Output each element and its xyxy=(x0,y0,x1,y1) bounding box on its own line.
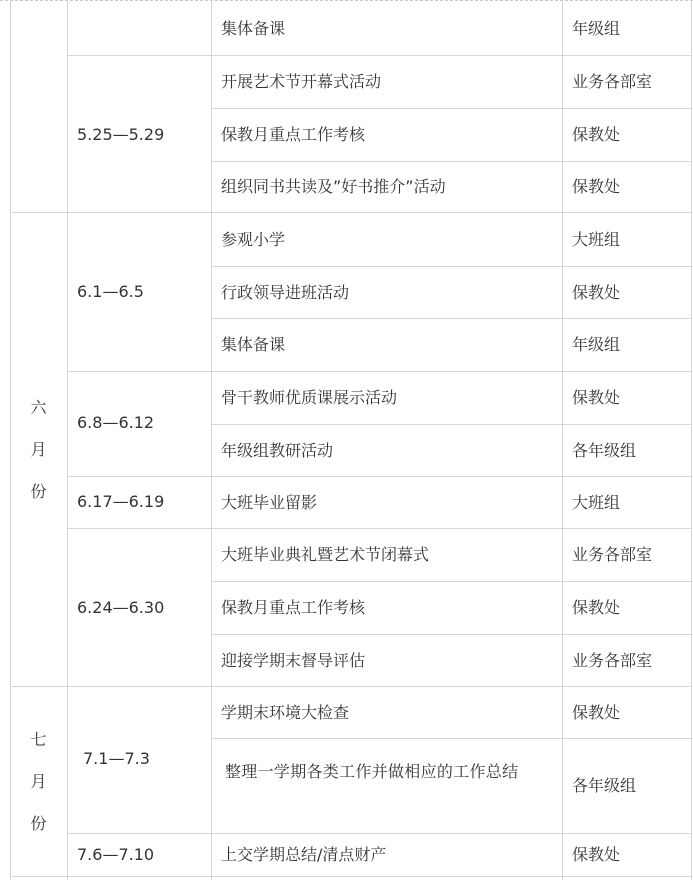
owner-cell: 年级组 xyxy=(572,19,621,38)
top-dashed-edge xyxy=(0,0,693,1)
month-char: 份 xyxy=(30,481,47,501)
task-cell: 参观小学 xyxy=(221,229,286,249)
month-label-june xyxy=(10,213,67,686)
date-range: 7.1—7.3 xyxy=(83,749,150,768)
grid-line xyxy=(562,0,563,880)
month-divider xyxy=(10,876,692,877)
task-cell: 大班毕业留影 xyxy=(221,492,318,512)
task-cell: 组织同书共读及”好书推介”活动 xyxy=(221,177,446,196)
date-range: 6.24—6.30 xyxy=(77,597,165,617)
task-cell: 上交学期总结/清点财产 xyxy=(221,845,387,864)
date-range: 7.6—7.10 xyxy=(77,845,155,864)
task-cell: 开展艺术节开幕式活动 xyxy=(221,72,382,91)
grid-line xyxy=(691,0,692,880)
owner-cell: 保教处 xyxy=(572,598,621,617)
task-cell: 保教月重点工作考核 xyxy=(221,598,366,617)
task-cell: 整理一学期各类工作并做相应的工作总结 xyxy=(225,762,519,781)
owner-cell: 保教处 xyxy=(572,282,621,302)
owner-cell: 保教处 xyxy=(572,845,621,864)
owner-cell: 保教处 xyxy=(572,177,621,196)
task-cell: 迎接学期末督导评估 xyxy=(221,650,366,670)
month-char: 份 xyxy=(30,813,47,833)
owner-cell: 各年级组 xyxy=(572,440,637,460)
owner-cell: 保教处 xyxy=(572,125,621,144)
date-range: 6.1—6.5 xyxy=(77,282,144,301)
owner-cell: 年级组 xyxy=(572,335,621,354)
owner-cell: 保教处 xyxy=(572,702,621,722)
task-cell: 学期末环境大检查 xyxy=(221,702,350,722)
owner-cell: 保教处 xyxy=(572,388,621,407)
task-cell: 大班毕业典礼暨艺术节闭幕式 xyxy=(221,545,430,564)
task-cell: 行政领导进班活动 xyxy=(221,282,350,302)
task-cell: 骨干教师优质课展示活动 xyxy=(221,388,398,407)
owner-cell: 各年级组 xyxy=(572,776,637,795)
owner-cell: 业务各部室 xyxy=(572,72,653,91)
date-range: 6.17—6.19 xyxy=(77,492,165,511)
task-cell: 集体备课 xyxy=(221,335,286,354)
date-range: 6.8—6.12 xyxy=(77,413,155,432)
month-label-july xyxy=(10,687,67,876)
grid-line xyxy=(67,0,68,880)
task-cell: 年级组教研活动 xyxy=(221,440,334,460)
owner-cell: 业务各部室 xyxy=(572,650,653,670)
task-cell: 集体备课 xyxy=(221,19,286,38)
grid-line xyxy=(211,0,212,880)
month-char: 六 xyxy=(30,397,47,417)
task-cell: 保教月重点工作考核 xyxy=(221,125,366,144)
owner-cell: 大班组 xyxy=(572,229,621,249)
owner-cell: 业务各部室 xyxy=(572,545,653,564)
month-char: 月 xyxy=(30,439,47,459)
month-char: 七 xyxy=(30,729,47,749)
month-char: 月 xyxy=(30,771,47,791)
owner-cell: 大班组 xyxy=(572,492,621,512)
date-range: 5.25—5.29 xyxy=(77,124,165,144)
